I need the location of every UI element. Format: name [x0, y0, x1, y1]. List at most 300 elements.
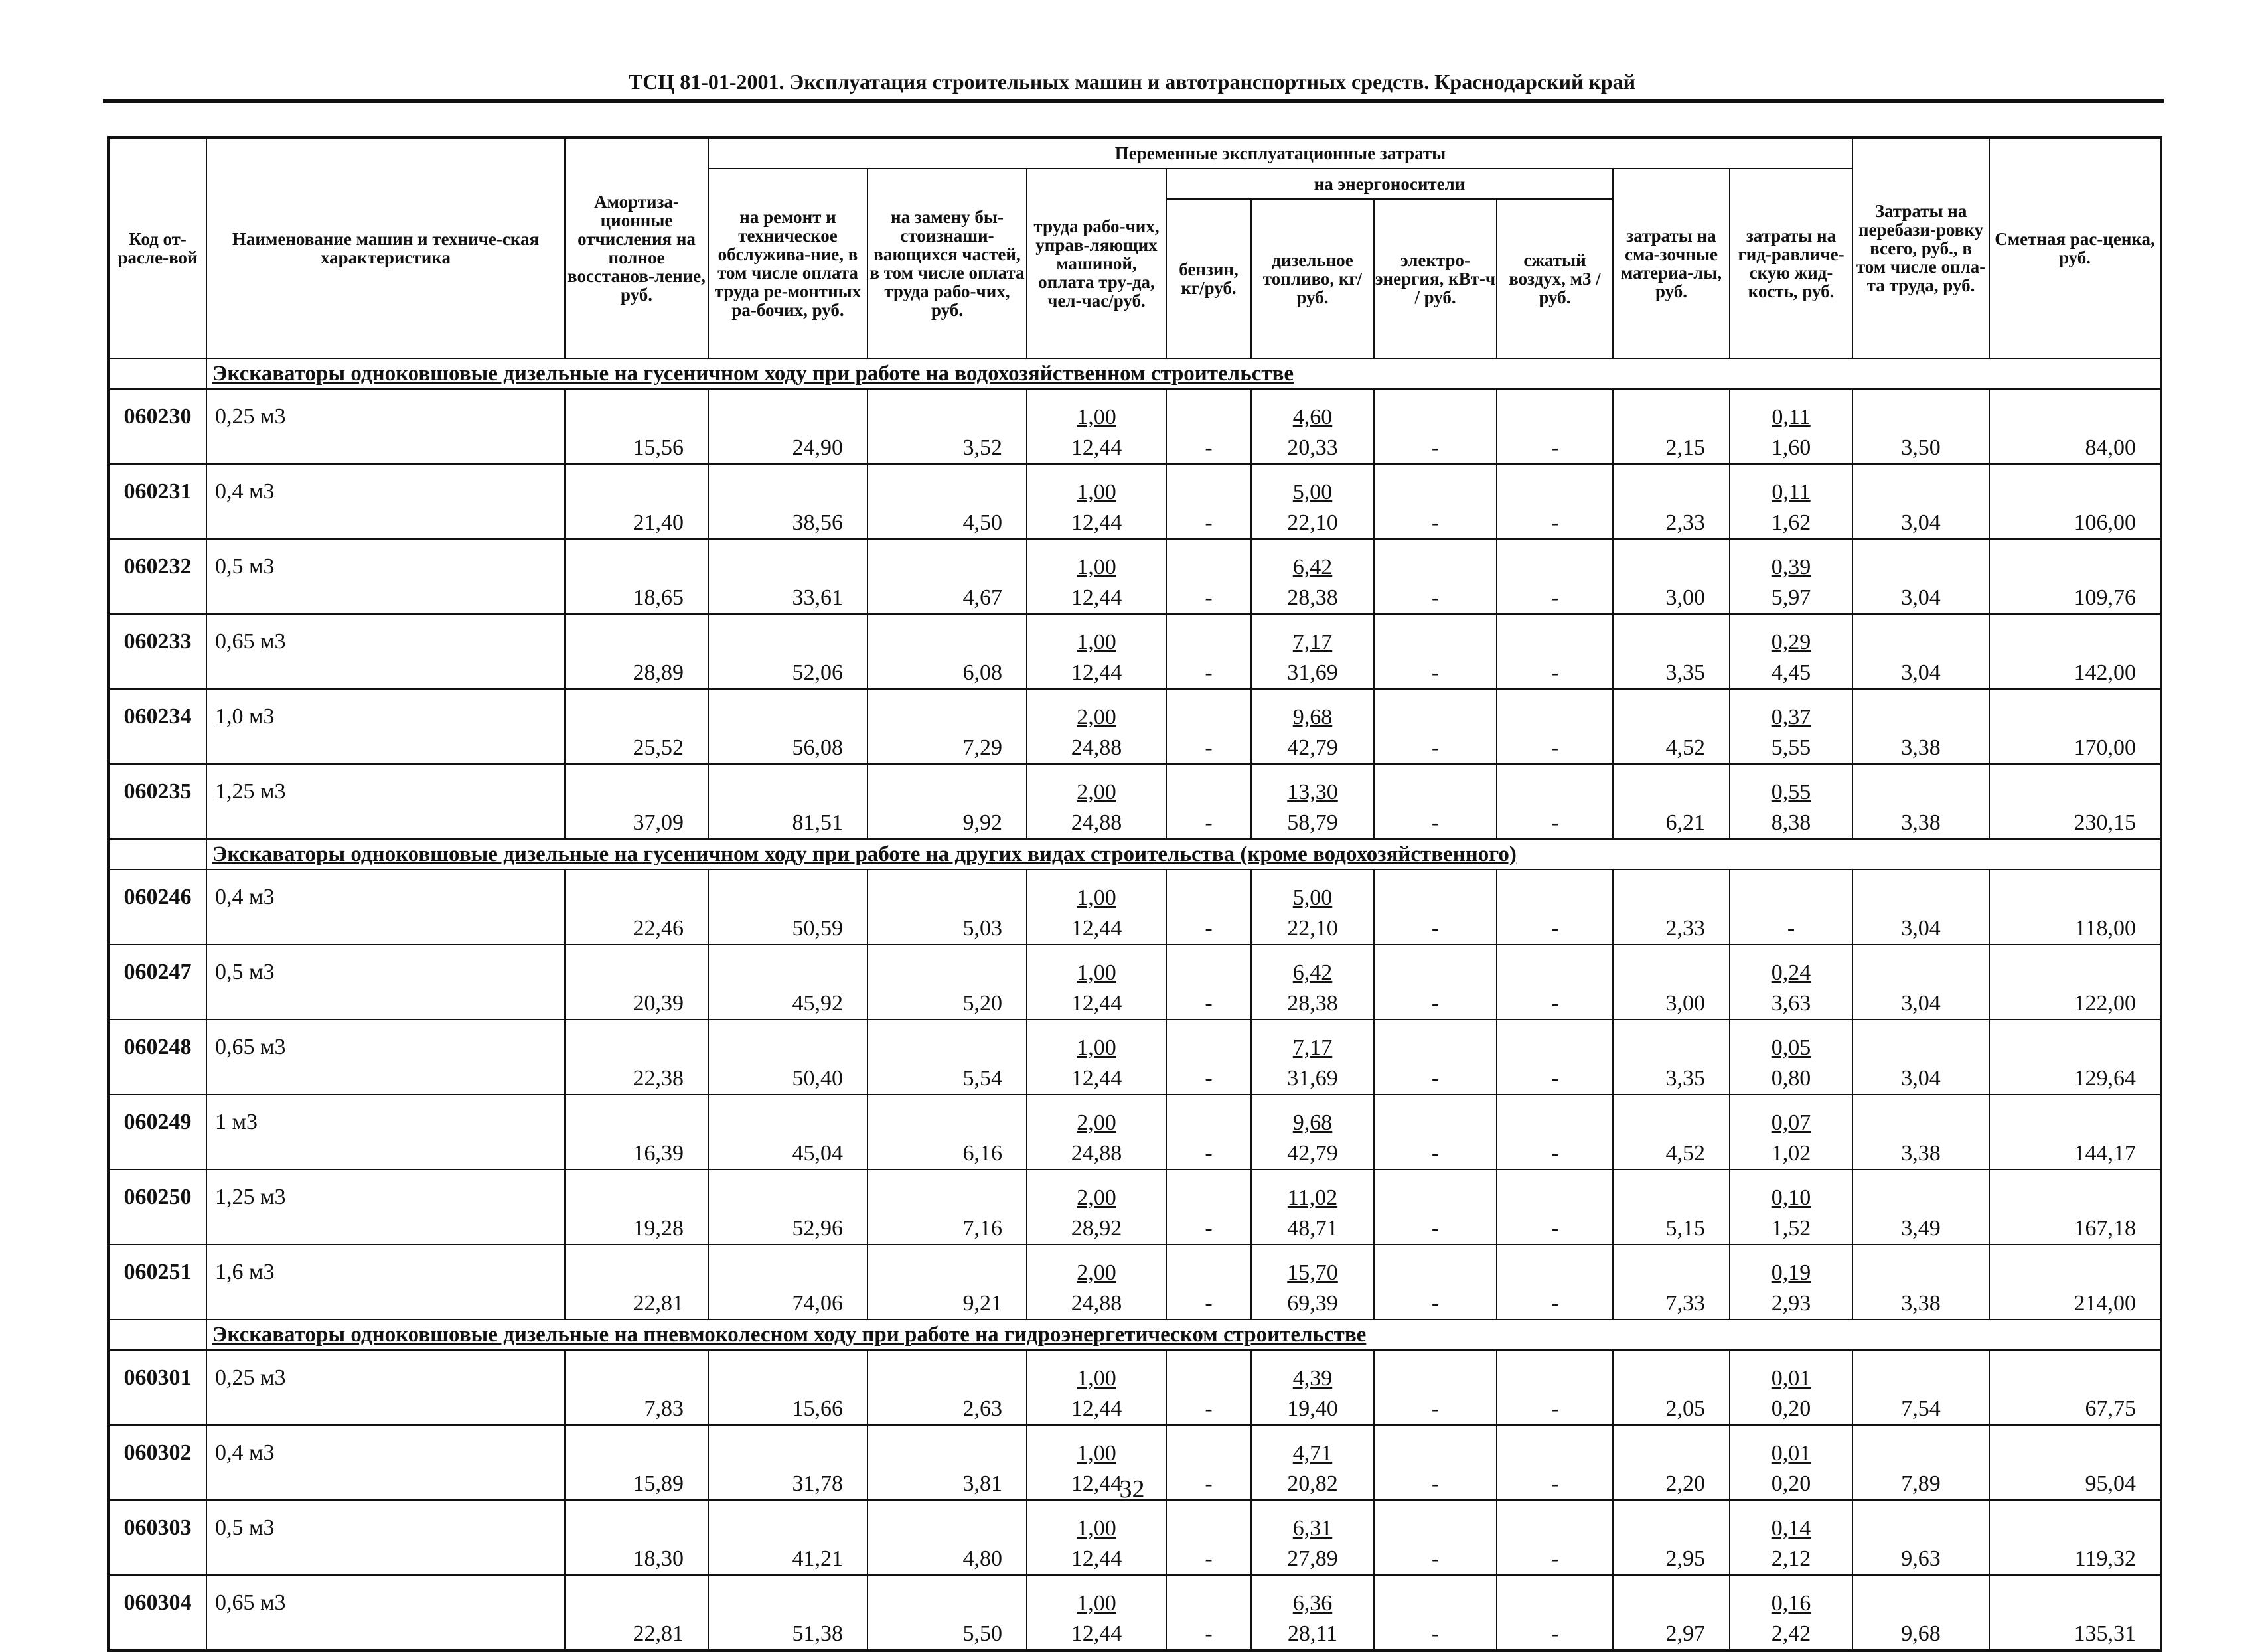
cell-hydraulic-bottom: - — [1787, 916, 1795, 940]
cell-code: 060231 — [108, 464, 206, 539]
cell-repair: 74,06 — [708, 1244, 868, 1319]
cell-name: 0,25 м3 — [206, 389, 565, 464]
cell-parts: 4,67 — [868, 539, 1027, 614]
cell-name: 1,0 м3 — [206, 689, 565, 764]
cell-diesel-bottom: 19,40 — [1287, 1396, 1338, 1421]
cell-hydraulic-top: 0,39 — [1771, 555, 1811, 579]
cell-parts: 2,63 — [868, 1350, 1027, 1425]
cell-hydraulic-top: 0,01 — [1771, 1366, 1811, 1390]
section-row — [108, 358, 2161, 389]
table-row — [108, 464, 2161, 539]
cell-air: - — [1497, 1425, 1613, 1500]
cell-amortization: 22,38 — [565, 1019, 708, 1094]
cell-lubricants: 4,52 — [1613, 689, 1730, 764]
cell-diesel-bottom: 28,38 — [1287, 991, 1338, 1015]
cell-diesel-top: 6,42 — [1292, 555, 1333, 579]
table-row — [108, 1019, 2161, 1094]
table-row — [108, 1094, 2161, 1169]
cell-labor-bottom: 28,92 — [1071, 1216, 1122, 1240]
cell-labor-top: 1,00 — [1077, 960, 1116, 985]
cell-labor — [1027, 539, 1166, 614]
cell-relocation: 3,38 — [1852, 689, 1989, 764]
cell-labor — [1027, 1244, 1166, 1319]
cell-diesel — [1251, 614, 1374, 689]
cell-relocation: 3,38 — [1852, 764, 1989, 839]
cell-relocation: 3,04 — [1852, 869, 1989, 944]
cell-labor-bottom: 12,44 — [1071, 1066, 1122, 1090]
cell-relocation: 3,04 — [1852, 539, 1989, 614]
cell-electric: - — [1374, 1169, 1497, 1244]
col-header-diesel: дизельное топливо, кг/руб. — [1251, 199, 1374, 358]
cell-air: - — [1497, 944, 1613, 1019]
cell-hydraulic-top: 0,16 — [1771, 1591, 1811, 1615]
cell-repair: 41,21 — [708, 1500, 868, 1575]
cell-estimate: 67,75 — [1989, 1350, 2161, 1425]
cell-diesel-top: 5,00 — [1292, 885, 1333, 910]
cell-hydraulic-top: 0,55 — [1771, 780, 1811, 804]
cell-code: 060302 — [108, 1425, 206, 1500]
cell-amortization: 19,28 — [565, 1169, 708, 1244]
cell-hydraulic-bottom: 2,12 — [1771, 1546, 1811, 1571]
cell-name: 0,5 м3 — [206, 539, 565, 614]
table-row — [108, 944, 2161, 1019]
table-row — [108, 539, 2161, 614]
table-row — [108, 1350, 2161, 1425]
cell-name: 0,65 м3 — [206, 1575, 565, 1651]
cell-diesel-bottom: 42,79 — [1287, 735, 1338, 760]
col-header-variable-costs: Переменные эксплуатационные затраты — [708, 137, 1852, 169]
cell-diesel-top: 5,00 — [1292, 480, 1333, 504]
cell-hydraulic-top: 0,24 — [1771, 960, 1811, 985]
cell-petrol: - — [1166, 1019, 1251, 1094]
cell-hydraulic-top: 0,07 — [1771, 1110, 1811, 1135]
cell-hydraulic-top: 0,19 — [1771, 1260, 1811, 1285]
col-header-hydraulic: затраты на гид-равличе-скую жид-кость, руб. — [1730, 169, 1852, 358]
cell-lubricants: 2,15 — [1613, 389, 1730, 464]
cell-diesel-top: 6,36 — [1292, 1591, 1333, 1615]
cell-labor — [1027, 1169, 1166, 1244]
cell-parts: 7,29 — [868, 689, 1027, 764]
cell-name: 0,65 м3 — [206, 1019, 565, 1094]
cell-hydraulic — [1730, 614, 1852, 689]
cell-name: 0,5 м3 — [206, 1500, 565, 1575]
cell-labor-top: 1,00 — [1077, 1035, 1116, 1060]
cell-labor-bottom: 12,44 — [1071, 1546, 1122, 1571]
cell-labor-top: 1,00 — [1077, 405, 1116, 429]
col-header-petrol: бензин, кг/руб. — [1166, 199, 1251, 358]
cell-code: 060250 — [108, 1169, 206, 1244]
cell-petrol: - — [1166, 869, 1251, 944]
col-header-labor: труда рабо-чих, управ-ляющих машиной, оплата тру-да, чел-час/руб. — [1027, 169, 1166, 358]
col-header-amortization: Амортиза-ционные отчисления на полное восстанов-ление, руб. — [565, 137, 708, 358]
cell-petrol: - — [1166, 764, 1251, 839]
cell-name: 0,65 м3 — [206, 614, 565, 689]
cell-repair: 45,04 — [708, 1094, 868, 1169]
table-row — [108, 614, 2161, 689]
cell-labor — [1027, 389, 1166, 464]
cell-petrol: - — [1166, 1094, 1251, 1169]
cell-labor-top: 2,00 — [1077, 780, 1116, 804]
cell-estimate: 144,17 — [1989, 1094, 2161, 1169]
table-row — [108, 1244, 2161, 1319]
cell-diesel — [1251, 1169, 1374, 1244]
cell-hydraulic-bottom: 1,02 — [1771, 1141, 1811, 1165]
cell-electric: - — [1374, 764, 1497, 839]
cell-electric: - — [1374, 1500, 1497, 1575]
cell-diesel — [1251, 689, 1374, 764]
cell-electric: - — [1374, 689, 1497, 764]
cell-hydraulic — [1730, 539, 1852, 614]
cell-labor — [1027, 614, 1166, 689]
cell-parts: 6,16 — [868, 1094, 1027, 1169]
cell-code: 060246 — [108, 869, 206, 944]
cell-relocation: 3,04 — [1852, 614, 1989, 689]
col-header-name: Наименование машин и техниче-ская характеристика — [206, 137, 565, 358]
cell-relocation: 3,04 — [1852, 944, 1989, 1019]
cell-hydraulic-bottom: 4,45 — [1771, 660, 1811, 685]
section-title: Экскаваторы одноковшовые дизельные на гусеничном ходу при работе на других видах строительства (кроме водохозяйственного) — [206, 839, 2161, 869]
cell-hydraulic-bottom: 0,80 — [1771, 1066, 1811, 1090]
cell-labor-top: 1,00 — [1077, 480, 1116, 504]
cell-name: 0,4 м3 — [206, 464, 565, 539]
cell-repair: 15,66 — [708, 1350, 868, 1425]
cell-lubricants: 2,33 — [1613, 464, 1730, 539]
cell-diesel — [1251, 1575, 1374, 1651]
cell-labor — [1027, 944, 1166, 1019]
cell-name: 0,4 м3 — [206, 869, 565, 944]
cell-amortization: 20,39 — [565, 944, 708, 1019]
cell-name: 1,25 м3 — [206, 764, 565, 839]
cell-relocation: 3,38 — [1852, 1094, 1989, 1169]
cell-petrol: - — [1166, 1425, 1251, 1500]
cell-hydraulic-bottom: 5,55 — [1771, 735, 1811, 760]
cell-diesel — [1251, 1094, 1374, 1169]
cell-diesel-bottom: 69,39 — [1287, 1291, 1338, 1315]
cell-diesel-top: 11,02 — [1287, 1185, 1338, 1210]
section-title: Экскаваторы одноковшовые дизельные на пневмоколесном ходу при работе на гидроэнергетическом строительстве — [206, 1319, 2161, 1350]
cell-lubricants: 2,33 — [1613, 869, 1730, 944]
table-row — [108, 1169, 2161, 1244]
section-code-blank — [108, 839, 206, 869]
cell-estimate: 118,00 — [1989, 869, 2161, 944]
cell-petrol: - — [1166, 1575, 1251, 1651]
cell-labor-top: 1,00 — [1077, 1441, 1116, 1465]
cell-labor — [1027, 1094, 1166, 1169]
cell-hydraulic-bottom: 5,97 — [1771, 585, 1811, 610]
cell-hydraulic-bottom: 2,42 — [1771, 1621, 1811, 1646]
cell-labor-bottom: 12,44 — [1071, 991, 1122, 1015]
cell-estimate: 95,04 — [1989, 1425, 2161, 1500]
cell-air: - — [1497, 1019, 1613, 1094]
cell-hydraulic-bottom: 2,93 — [1771, 1291, 1811, 1315]
document-header-title: ТСЦ 81-01-2001. Эксплуатация строительных машин и автотранспортных средств. Краснодарский край — [628, 70, 1636, 94]
cell-labor-bottom: 24,88 — [1071, 1141, 1122, 1165]
cell-parts: 4,80 — [868, 1500, 1027, 1575]
cell-hydraulic — [1730, 944, 1852, 1019]
cell-electric: - — [1374, 614, 1497, 689]
cell-labor-top: 2,00 — [1077, 705, 1116, 729]
cell-amortization: 15,89 — [565, 1425, 708, 1500]
cell-hydraulic — [1730, 1019, 1852, 1094]
cell-hydraulic-top: 0,10 — [1771, 1185, 1811, 1210]
cell-labor — [1027, 869, 1166, 944]
cell-electric: - — [1374, 1244, 1497, 1319]
cell-estimate: 167,18 — [1989, 1169, 2161, 1244]
cell-parts: 5,50 — [868, 1575, 1027, 1651]
cell-hydraulic-bottom: 1,62 — [1771, 510, 1811, 535]
table-body — [108, 358, 2161, 1651]
cell-petrol: - — [1166, 689, 1251, 764]
cell-hydraulic — [1730, 869, 1852, 944]
cell-repair: 24,90 — [708, 389, 868, 464]
cell-lubricants: 3,00 — [1613, 539, 1730, 614]
col-header-energy: на энергоносители — [1166, 169, 1613, 199]
cell-electric: - — [1374, 464, 1497, 539]
cell-relocation: 3,50 — [1852, 389, 1989, 464]
cell-electric: - — [1374, 1094, 1497, 1169]
cell-labor-bottom: 24,88 — [1071, 1291, 1122, 1315]
machine-cost-table — [107, 136, 2162, 1652]
table-row — [108, 869, 2161, 944]
col-header-parts: на замену бы-стоизнаши-вающихся частей, в том числе оплата труда рабо-чих, руб. — [868, 169, 1027, 358]
cell-lubricants: 5,15 — [1613, 1169, 1730, 1244]
cell-amortization: 18,65 — [565, 539, 708, 614]
cell-diesel — [1251, 1019, 1374, 1094]
cell-labor-bottom: 12,44 — [1071, 916, 1122, 940]
cell-code: 060230 — [108, 389, 206, 464]
cell-estimate: 214,00 — [1989, 1244, 2161, 1319]
col-header-estimate: Сметная рас-ценка, руб. — [1989, 137, 2161, 358]
cell-estimate: 230,15 — [1989, 764, 2161, 839]
cell-hydraulic-top: 0,01 — [1771, 1441, 1811, 1465]
cell-repair: 52,96 — [708, 1169, 868, 1244]
page-number: 32 — [1119, 1475, 1145, 1503]
cell-diesel-top: 7,17 — [1292, 1035, 1333, 1060]
cell-hydraulic-bottom: 0,20 — [1771, 1396, 1811, 1421]
cell-electric: - — [1374, 1019, 1497, 1094]
cell-lubricants: 4,52 — [1613, 1094, 1730, 1169]
table-row — [108, 1575, 2161, 1651]
cell-estimate: 129,64 — [1989, 1019, 2161, 1094]
cell-lubricants: 2,20 — [1613, 1425, 1730, 1500]
cell-petrol: - — [1166, 389, 1251, 464]
cell-labor — [1027, 1350, 1166, 1425]
cell-labor — [1027, 764, 1166, 839]
cell-hydraulic-bottom: 1,52 — [1771, 1216, 1811, 1240]
cell-hydraulic-top: 0,37 — [1771, 705, 1811, 729]
cell-parts: 6,08 — [868, 614, 1027, 689]
cell-electric: - — [1374, 1575, 1497, 1651]
cell-estimate: 106,00 — [1989, 464, 2161, 539]
cell-lubricants: 3,35 — [1613, 1019, 1730, 1094]
cell-amortization: 25,52 — [565, 689, 708, 764]
cell-air: - — [1497, 614, 1613, 689]
cell-parts: 7,16 — [868, 1169, 1027, 1244]
cell-amortization: 15,56 — [565, 389, 708, 464]
cell-diesel — [1251, 1350, 1374, 1425]
cell-diesel-top: 6,31 — [1292, 1516, 1333, 1540]
cell-amortization: 22,46 — [565, 869, 708, 944]
section-row — [108, 839, 2161, 869]
cell-parts: 3,81 — [868, 1425, 1027, 1500]
cell-hydraulic — [1730, 764, 1852, 839]
cell-parts: 5,20 — [868, 944, 1027, 1019]
cell-diesel — [1251, 869, 1374, 944]
cell-labor-bottom: 12,44 — [1071, 435, 1122, 460]
cell-estimate: 135,31 — [1989, 1575, 2161, 1651]
col-header-air: сжатый воздух, м3 / руб. — [1497, 199, 1613, 358]
cell-code: 060304 — [108, 1575, 206, 1651]
cell-hydraulic — [1730, 1094, 1852, 1169]
cell-diesel — [1251, 944, 1374, 1019]
cell-hydraulic — [1730, 1244, 1852, 1319]
cell-relocation: 7,54 — [1852, 1350, 1989, 1425]
cell-diesel-top: 9,68 — [1292, 705, 1333, 729]
cell-name: 1 м3 — [206, 1094, 565, 1169]
cell-repair: 81,51 — [708, 764, 868, 839]
cell-repair: 51,38 — [708, 1575, 868, 1651]
cell-diesel-top: 13,30 — [1287, 780, 1338, 804]
cell-labor-top: 1,00 — [1077, 630, 1116, 654]
cell-code: 060233 — [108, 614, 206, 689]
cell-diesel — [1251, 1244, 1374, 1319]
cell-code: 060301 — [108, 1350, 206, 1425]
cell-parts: 9,92 — [868, 764, 1027, 839]
cell-hydraulic — [1730, 464, 1852, 539]
cell-amortization: 22,81 — [565, 1575, 708, 1651]
cell-diesel-bottom: 58,79 — [1287, 810, 1338, 835]
cell-air: - — [1497, 689, 1613, 764]
cell-parts: 5,03 — [868, 869, 1027, 944]
cell-labor-top: 1,00 — [1077, 555, 1116, 579]
cell-name: 0,4 м3 — [206, 1425, 565, 1500]
cell-diesel — [1251, 464, 1374, 539]
cell-lubricants: 7,33 — [1613, 1244, 1730, 1319]
cell-amortization: 37,09 — [565, 764, 708, 839]
section-code-blank — [108, 358, 206, 389]
cell-lubricants: 3,35 — [1613, 614, 1730, 689]
cell-code: 060234 — [108, 689, 206, 764]
cell-name: 0,25 м3 — [206, 1350, 565, 1425]
cell-estimate: 122,00 — [1989, 944, 2161, 1019]
cell-diesel-bottom: 28,11 — [1287, 1621, 1338, 1646]
cell-amortization: 21,40 — [565, 464, 708, 539]
cell-air: - — [1497, 1169, 1613, 1244]
cell-electric: - — [1374, 539, 1497, 614]
cell-repair: 56,08 — [708, 689, 868, 764]
cell-petrol: - — [1166, 614, 1251, 689]
cell-hydraulic — [1730, 389, 1852, 464]
cell-code: 060235 — [108, 764, 206, 839]
cell-lubricants: 6,21 — [1613, 764, 1730, 839]
cell-labor-top: 1,00 — [1077, 1591, 1116, 1615]
cell-parts: 3,52 — [868, 389, 1027, 464]
cell-hydraulic — [1730, 689, 1852, 764]
cell-diesel-bottom: 22,10 — [1287, 916, 1338, 940]
cell-electric: - — [1374, 1350, 1497, 1425]
cell-code: 060247 — [108, 944, 206, 1019]
cell-labor-bottom: 24,88 — [1071, 810, 1122, 835]
cell-hydraulic-top: 0,29 — [1771, 630, 1811, 654]
section-title: Экскаваторы одноковшовые дизельные на гусеничном ходу при работе на водохозяйственном строительстве — [206, 358, 2161, 389]
cell-repair: 45,92 — [708, 944, 868, 1019]
cell-labor-top: 1,00 — [1077, 885, 1116, 910]
cell-relocation: 3,04 — [1852, 1019, 1989, 1094]
cell-code: 060248 — [108, 1019, 206, 1094]
cell-labor-top: 2,00 — [1077, 1185, 1116, 1210]
table-row — [108, 689, 2161, 764]
cell-name: 0,5 м3 — [206, 944, 565, 1019]
cell-code: 060251 — [108, 1244, 206, 1319]
cell-labor — [1027, 464, 1166, 539]
cell-labor-top: 2,00 — [1077, 1110, 1116, 1135]
cell-estimate: 170,00 — [1989, 689, 2161, 764]
cell-lubricants: 2,97 — [1613, 1575, 1730, 1651]
cell-hydraulic — [1730, 1500, 1852, 1575]
cell-code: 060303 — [108, 1500, 206, 1575]
cell-amortization: 7,83 — [565, 1350, 708, 1425]
cell-diesel-top: 4,60 — [1292, 405, 1333, 429]
cell-relocation: 3,38 — [1852, 1244, 1989, 1319]
cell-labor — [1027, 1019, 1166, 1094]
header-rule — [103, 99, 2164, 103]
cell-diesel-bottom: 22,10 — [1287, 510, 1338, 535]
cell-diesel-bottom: 31,69 — [1287, 660, 1338, 685]
cell-diesel-top: 7,17 — [1292, 630, 1333, 654]
cell-relocation: 9,68 — [1852, 1575, 1989, 1651]
cell-diesel-bottom: 31,69 — [1287, 1066, 1338, 1090]
cell-electric: - — [1374, 869, 1497, 944]
cell-diesel — [1251, 1500, 1374, 1575]
cell-air: - — [1497, 1350, 1613, 1425]
cell-name: 1,6 м3 — [206, 1244, 565, 1319]
cell-diesel — [1251, 539, 1374, 614]
cell-parts: 4,50 — [868, 464, 1027, 539]
cell-repair: 52,06 — [708, 614, 868, 689]
cell-labor-top: 2,00 — [1077, 1260, 1116, 1285]
cell-hydraulic-top: 0,11 — [1772, 480, 1811, 504]
cell-petrol: - — [1166, 1500, 1251, 1575]
cell-air: - — [1497, 869, 1613, 944]
cell-code: 060232 — [108, 539, 206, 614]
cell-diesel-top: 4,71 — [1292, 1441, 1333, 1465]
col-header-repair: на ремонт и техническое обслужива-ние, в том числе оплата труда ре-монтных ра-бочих, руб. — [708, 169, 868, 358]
cell-relocation: 9,63 — [1852, 1500, 1989, 1575]
cell-repair: 38,56 — [708, 464, 868, 539]
cell-estimate: 109,76 — [1989, 539, 2161, 614]
col-header-lubricants: затраты на сма-зочные материа-лы, руб. — [1613, 169, 1730, 358]
cell-diesel-top: 15,70 — [1287, 1260, 1338, 1285]
cell-hydraulic — [1730, 1575, 1852, 1651]
cell-air: - — [1497, 1244, 1613, 1319]
cell-labor-bottom: 12,44 — [1071, 1471, 1122, 1496]
cell-relocation: 7,89 — [1852, 1425, 1989, 1500]
cell-petrol: - — [1166, 944, 1251, 1019]
cell-air: - — [1497, 539, 1613, 614]
cell-hydraulic-top: 0,11 — [1772, 405, 1811, 429]
cell-labor-bottom: 24,88 — [1071, 735, 1122, 760]
cell-repair: 33,61 — [708, 539, 868, 614]
col-header-code: Код от-расле-вой — [108, 137, 206, 358]
cell-hydraulic-top: 0,05 — [1771, 1035, 1811, 1060]
cell-electric: - — [1374, 1425, 1497, 1500]
cell-labor — [1027, 1575, 1166, 1651]
cell-petrol: - — [1166, 1244, 1251, 1319]
cell-petrol: - — [1166, 539, 1251, 614]
cell-lubricants: 2,95 — [1613, 1500, 1730, 1575]
cell-diesel — [1251, 389, 1374, 464]
cell-hydraulic-bottom: 1,60 — [1771, 435, 1811, 460]
